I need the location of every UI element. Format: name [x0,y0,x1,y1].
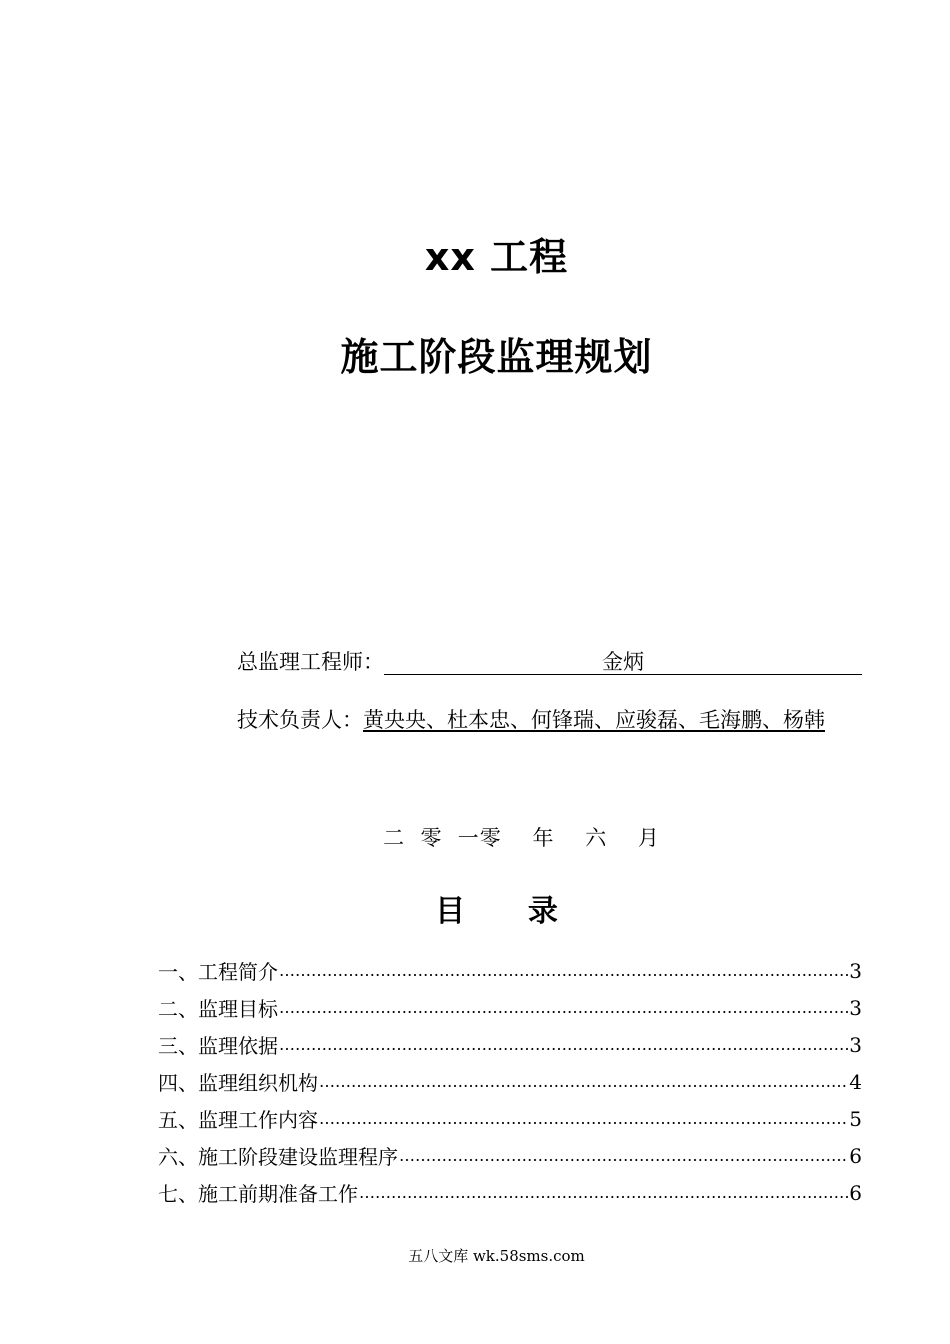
toc-item-label: 三、监理依据 [158,1034,278,1058]
toc-item[interactable] [158,1174,862,1211]
toc-item-label: 一、工程简介 [158,960,278,984]
page-footer[interactable]: 五八文库 wk.58sms.com [408,1247,585,1265]
toc-leader-dots [319,1107,848,1131]
toc-title: 目 录 [435,894,558,929]
toc-item-page: 3 [849,995,862,1020]
toc-item-label: 六、施工阶段建设监理程序 [158,1145,398,1169]
toc-item[interactable] [158,1026,862,1063]
chief-engineer-label: 总监理工程师： [237,650,384,674]
toc-item[interactable] [158,952,862,989]
toc-item-page: 6 [849,1180,862,1205]
tech-lead-row [237,704,862,734]
chief-engineer-value: 金炳 [384,650,862,675]
toc-item-page: 3 [849,1032,862,1057]
chief-engineer-row [237,646,862,676]
toc-item[interactable] [158,1137,862,1174]
toc-item-page: 4 [849,1069,862,1094]
tech-lead-label: 技术负责人： [237,708,363,732]
toc-leader-dots [279,959,848,983]
toc-leader-dots [319,1070,848,1094]
toc-item-page: 3 [849,958,862,983]
toc-item-label: 七、施工前期准备工作 [158,1182,358,1206]
toc-item[interactable] [158,1063,862,1100]
tech-lead-value: 黄央央、杜本忠、何锋瑞、应骏磊、毛海鹏、杨韩 [363,708,825,732]
toc-item-page: 6 [849,1143,862,1168]
toc-leader-dots [279,1033,848,1057]
toc-item-label: 二、监理目标 [158,997,278,1021]
document-title: 施工阶段监理规划 [340,335,653,379]
table-of-contents [158,952,862,1211]
toc-item-label: 五、监理工作内容 [158,1108,318,1132]
toc-item-label: 四、监理组织机构 [158,1071,318,1095]
toc-leader-dots [359,1181,848,1205]
document-date: 二 零 一零 年 六 月 [383,826,660,850]
toc-item[interactable] [158,989,862,1026]
toc-item[interactable] [158,1100,862,1137]
toc-leader-dots [279,996,848,1020]
toc-item-page: 5 [849,1106,862,1131]
project-title: xx 工程 [424,235,569,279]
toc-leader-dots [399,1144,848,1168]
